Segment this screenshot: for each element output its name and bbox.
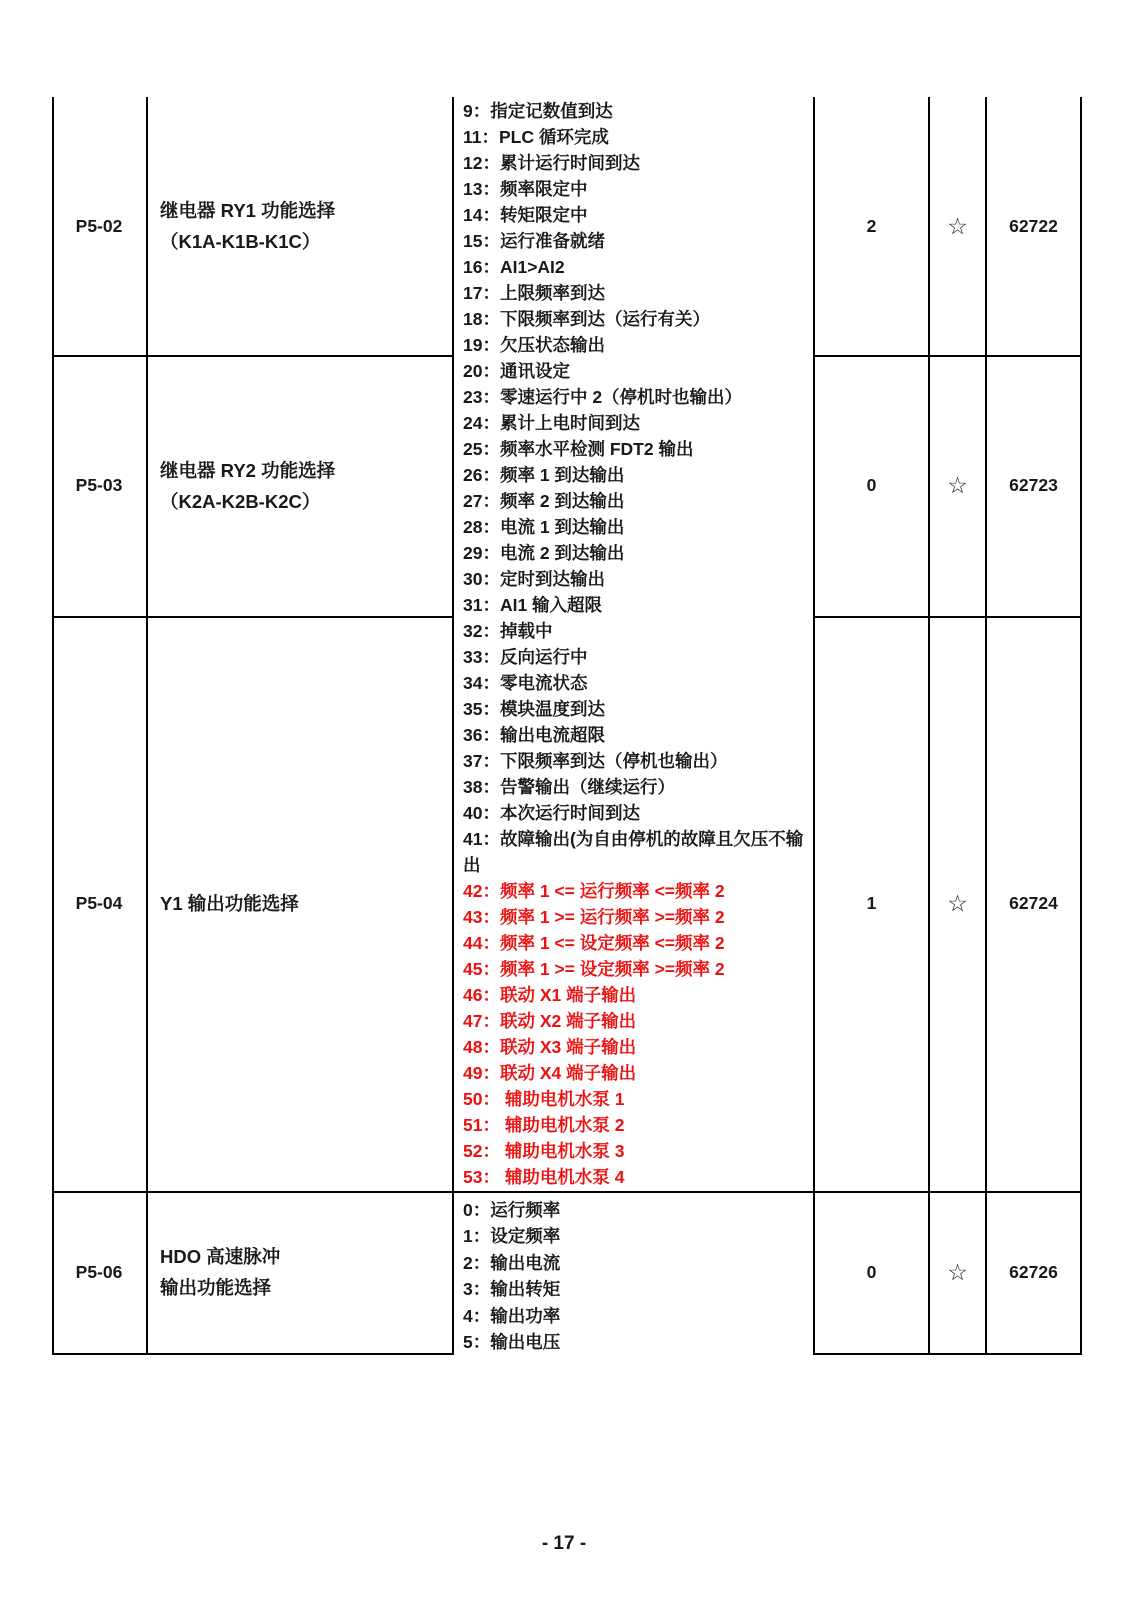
option-item: 49：联动 X4 端子输出 [463,1063,637,1083]
param-code-p5-03: P5-03 [75,475,123,495]
option-item: 0：运行频率 [463,1200,561,1220]
option-item: 14：转矩限定中 [463,205,588,225]
option-item: 43：频率 1 >= 运行频率 >=频率 2 [463,907,725,927]
option-item: 2：输出电流 [463,1252,561,1273]
option-item: 23：零速运行中 2（停机时也输出） [463,387,743,407]
option-item: 25：频率水平检测 FDT2 输出 [463,439,694,459]
param-name-p5-06 [147,1191,452,1353]
option-item: 50： 辅助电机水泵 1 [463,1089,625,1109]
option-item: 31：AI1 输入超限 [463,595,603,615]
page-number: - 17 - [541,1533,587,1554]
param-code-p5-04: P5-04 [75,893,123,913]
option-item: 20：通讯设定 [463,361,570,381]
comm-addr-p5-06: 62726 [1009,1261,1058,1282]
option-item: 33：反向运行中 [463,647,588,667]
option-item: 47：联动 X2 端子输出 [463,1011,637,1031]
default-value-p5-03: 0 [866,475,877,495]
default-value-p5-04: 1 [866,893,877,913]
param-name-line: （K2A-K2B-K2C） [160,490,321,512]
option-item: 5：输出电压 [463,1332,561,1353]
star-icon: ☆ [947,890,968,916]
option-item: 51： 辅助电机水泵 2 [463,1115,625,1135]
table-border-bottom [813,1353,1082,1355]
option-item: 1：设定频率 [463,1226,561,1247]
option-item: 44：频率 1 <= 设定频率 <=频率 2 [463,933,725,953]
option-item: 27：频率 2 到达输出 [463,491,625,511]
option-item: 9：指定记数值到达 [463,101,613,121]
option-item: 29：电流 2 到达输出 [463,543,625,563]
param-name-line: 继电器 RY1 功能选择 [160,200,336,221]
options-list-hdo [454,1197,806,1355]
option-item: 34：零电流状态 [463,673,588,693]
param-name-line: HDO 高速脉冲 [160,1246,281,1267]
option-item: 37：下限频率到达（停机也输出） [463,751,728,771]
default-value-p5-06: 0 [866,1261,877,1282]
option-item: 45：频率 1 >= 设定频率 >=频率 2 [463,959,725,979]
param-code-p5-02: P5-02 [75,215,123,236]
param-name-p5-03 [147,355,452,616]
option-item: 40：本次运行时间到达 [463,803,640,823]
option-item: 35：模块温度到达 [463,699,605,719]
param-name-line: 输出功能选择 [160,1277,272,1298]
param-name-line: 继电器 RY2 功能选择 [160,459,336,481]
option-item: 52： 辅助电机水泵 3 [463,1141,625,1161]
star-icon: ☆ [947,472,968,498]
option-item: 53： 辅助电机水泵 4 [463,1167,625,1187]
option-item: 26：频率 1 到达输出 [463,465,625,485]
option-item: 46：联动 X1 端子输出 [463,985,637,1005]
option-item: 17：上限频率到达 [463,283,605,303]
table-border-right [1080,97,1082,1355]
option-item: 4：输出功率 [463,1305,561,1326]
option-item: 36：输出电流超限 [463,725,605,745]
option-item: 18：下限频率到达（运行有关） [463,309,710,329]
star-icon: ☆ [947,212,968,239]
option-item: 38：告警输出（继续运行） [463,777,675,797]
option-item: 24：累计上电时间到达 [463,413,640,433]
option-item: 11：PLC 循环完成 [463,127,609,147]
option-item: 13：频率限定中 [463,179,588,199]
option-item: 15：运行准备就绪 [463,231,605,251]
star-icon: ☆ [947,1258,968,1285]
options-list-main [454,98,806,1190]
param-name-line: Y1 输出功能选择 [160,893,299,914]
option-item: 28：电流 1 到达输出 [463,517,625,537]
option-item: 16：AI1>AI2 [463,257,565,277]
comm-addr-p5-02: 62722 [1009,215,1058,236]
option-item: 12：累计运行时间到达 [463,153,640,173]
option-item: 3：输出转矩 [463,1279,561,1300]
option-item: 48：联动 X3 端子输出 [463,1037,637,1057]
comm-addr-p5-04: 62724 [1009,893,1058,913]
default-value-p5-02: 2 [866,215,877,236]
option-item: 32：掉载中 [463,621,553,641]
param-name-p5-04 [147,616,452,1191]
param-name-line: （K1A-K1B-K1C） [160,231,321,252]
option-item: 19：欠压状态输出 [463,335,605,355]
option-item: 42：频率 1 <= 运行频率 <=频率 2 [463,881,725,901]
param-code-p5-06: P5-06 [75,1261,123,1282]
option-item: 30：定时到达输出 [463,569,605,589]
comm-addr-p5-03: 62723 [1009,475,1058,495]
param-name-p5-02 [147,97,452,355]
table-border-bottom [52,1353,454,1355]
option-item: 41：故障输出(为自由停机的故障且欠压不输出 [463,829,804,875]
